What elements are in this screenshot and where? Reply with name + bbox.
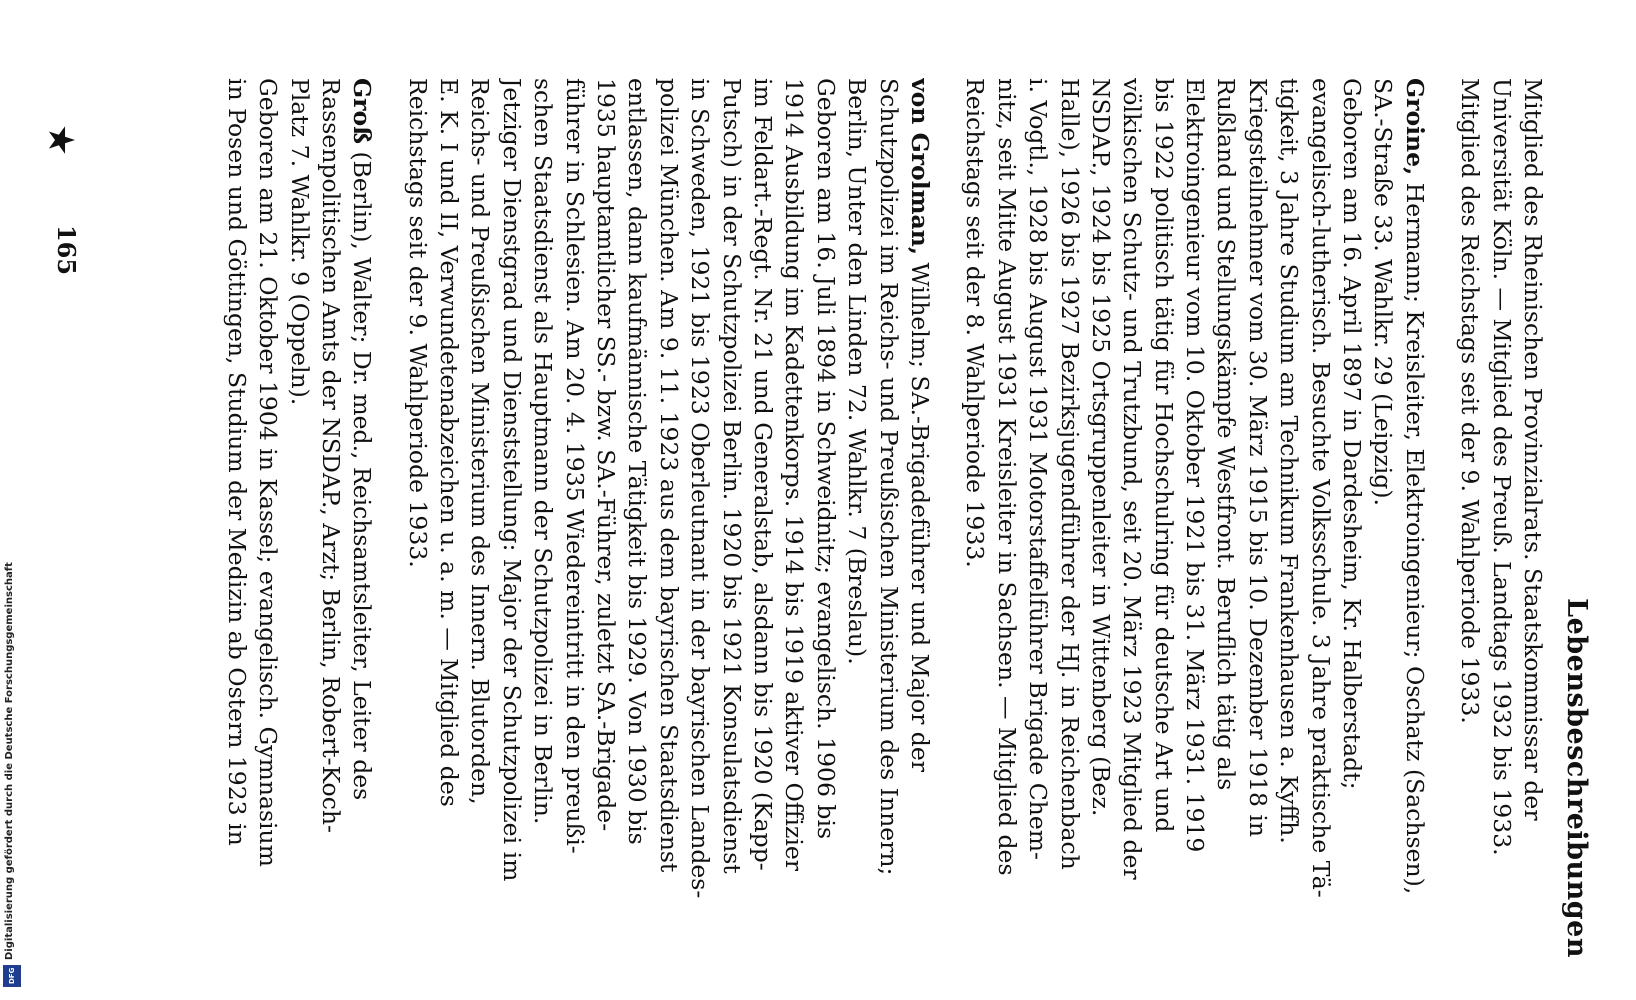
- text-line: nitz, seit Mitte August 1931 Kreisleiter in Sachsen. — Mitglied des: [992, 78, 1021, 876]
- entry-first-line: Wilhelm; SA.-Brigadeführer und Major der: [905, 255, 934, 772]
- text-line: Geboren am 21. Oktober 1904 in Kassel; evangelisch. Gymnasium: [254, 78, 283, 867]
- text-line: [1398, 78, 1429, 958]
- credit-text: Digitalisierung gefördert durch die Deutsche Forschungsgemeinschaft: [4, 562, 15, 960]
- entry-name: Groine,: [1400, 78, 1429, 176]
- text-line: Universität Köln. — Mitglied des Preuß. Landtags 1932 bis 1933.: [1487, 78, 1516, 856]
- text-line: i. Vogtl., 1928 bis August 1931 Motorstaffelführer Brigade Chem-: [1024, 78, 1053, 860]
- text-line: schen Staatsdienst als Hauptmann der Schutzpolizei in Berlin.: [529, 78, 558, 825]
- text-line: entlassen, dann kaufmännische Tätigkeit bis 1929. Von 1930 bis: [623, 78, 652, 845]
- text-line: Reichs- und Preußischen Ministerium des Innern. Blutorden,: [466, 78, 495, 805]
- text-line: Mitglied des Reichstags seit der 9. Wahlperiode 1933.: [1456, 78, 1485, 724]
- text-line: im Feldart.-Regt. Nr. 21 und Generalstab, alsdann bis 1920 (Kapp-: [749, 78, 778, 871]
- entry-name: Groß: [348, 78, 377, 144]
- text-line: tigkeit, 3 Jahre Studium am Technikum Frankenhausen a. Kyffh.: [1275, 78, 1304, 844]
- entry-first-line: Hermann; Kreisleiter, Elektroingenieur; Oschatz (Sachsen),: [1400, 175, 1429, 895]
- text-line: Berlin, Unter den Linden 72. Wahlkr. 7 (Breslau).: [843, 78, 872, 665]
- digitization-credit: [0, 0, 26, 1000]
- text-line: polizei München. Am 9. 11. 1923 aus dem bayrischen Staatsdienst: [654, 78, 683, 873]
- text-line: in Schweden, 1921 bis 1923 Oberleutnant in der bayrischen Landes-: [686, 78, 715, 899]
- text-line: Putsch) in der Schutzpolizei Berlin. 1920 bis 1921 Konsulatsdienst: [717, 78, 746, 874]
- text-line: Geboren am 16. April 1897 in Dardesheim, Kr. Halberstadt;: [1338, 78, 1367, 790]
- text-line: Halle), 1926 bis 1927 Bezirksjugendführer der HJ. in Reichenbach: [1055, 78, 1084, 870]
- text-line: E. K. I und II, Verwundetenabzeichen u. a. m. — Mitglied des: [435, 78, 464, 807]
- entry-name: von Grolman,: [905, 78, 934, 256]
- text-line: führer in Schlesien. Am 20. 4. 1935 Wiedereintritt in den preußi-: [560, 78, 589, 854]
- text-line: Jetziger Dienstgrad und Dienststellung: Major der Schutzpolizei im: [497, 78, 526, 882]
- text-line: SA.-Straße 33. Wahlkr. 29 (Leipzig).: [1369, 78, 1398, 506]
- text-line: Reichstags seit der 8. Wahlperiode 1933.: [961, 78, 990, 568]
- star-icon: ★: [40, 123, 81, 157]
- text-line: 1935 hauptamtlicher SS.- bzw. SA.-Führer, zuletzt SA.-Brigade-: [592, 78, 621, 832]
- text-line: 1914 Ausbildung im Kadettenkorps. 1914 bis 1919 aktiver Offizier: [780, 78, 809, 871]
- running-header: Lebensbeschreibungen: [1561, 598, 1592, 958]
- text-line: Kriegsteilnehmer vom 30. März 1915 bis 10. Dezember 1918 in: [1243, 78, 1272, 838]
- text-line: NSDAP., 1924 bis 1925 Ortsgruppenleiter in Wittenberg (Bez.: [1086, 78, 1115, 817]
- text-line: völkischen Schutz- und Trutzbund, seit 20. März 1923 Mitglied der: [1118, 78, 1147, 880]
- page-number: 165: [52, 224, 81, 276]
- dfg-logo-icon: DFG: [3, 965, 21, 987]
- entry-gross: [220, 78, 377, 958]
- text-line: evangelisch-lutherisch. Besuchte Volksschule. 3 Jahre praktische Tä-: [1306, 78, 1335, 898]
- text-line: Rassenpolitischen Amts der NSDAP., Arzt; Berlin, Robert-Koch-: [316, 78, 345, 833]
- text-line: Schutzpolizei im Reichs- und Preußischen Ministerium des Innern;: [874, 78, 903, 876]
- text-column: [220, 78, 1548, 958]
- text-line: bis 1922 politisch tätig für Hochschulring für deutsche Art und: [1149, 78, 1178, 833]
- text-line: Elektroingenieur vom 10. Oktober 1921 bis 31. März 1931. 1919: [1181, 78, 1210, 853]
- text-line: [904, 78, 935, 958]
- text-line: Rußland und Stellungskämpfe Westfront. Beruflich tätig als: [1212, 78, 1241, 791]
- entry-first-line: (Berlin), Walter; Dr. med., Reichsamtsleiter, Leiter des: [348, 143, 377, 801]
- entry-von-grolman: [401, 78, 935, 958]
- text-line: in Posen und Göttingen, Studium der Medizin ab Ostern 1923 in: [222, 78, 251, 846]
- text-line: Mitglied des Rheinischen Provinzialrats. Staatskommissar der: [1519, 78, 1547, 821]
- text-line: Geboren am 16. Juli 1894 in Schweidnitz; evangelisch. 1906 bis: [811, 78, 840, 840]
- text-line: Platz 7. Wahlkr. 9 (Oppeln).: [285, 78, 314, 406]
- text-line: Reichstags seit der 9. Wahlperiode 1933.: [403, 78, 432, 568]
- entry-continuation: [1454, 78, 1548, 958]
- entry-groine: [959, 78, 1430, 958]
- text-line: [346, 78, 377, 958]
